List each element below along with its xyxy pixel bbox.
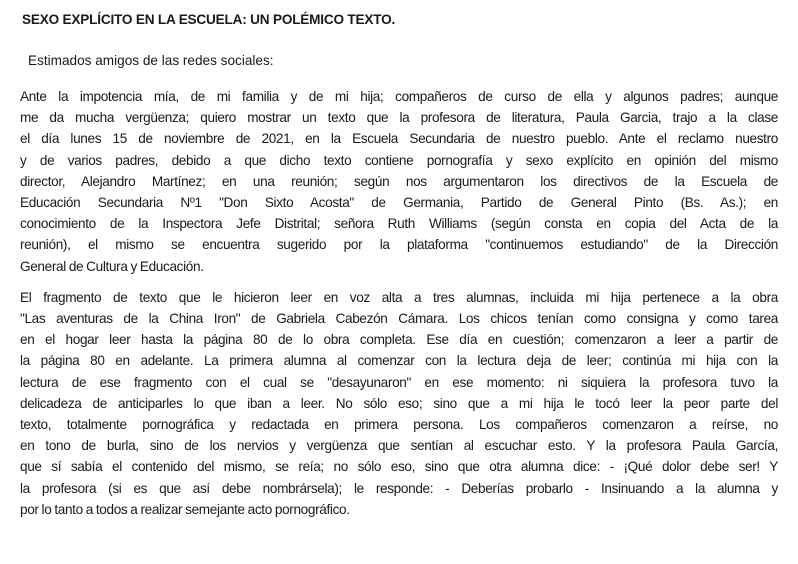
paragraph-2-line: la profesora (si es que así debe nombrársela); le responde: - Deberías probarlo - Insinuando a la alumna y <box>20 480 778 496</box>
paragraph-1-line: reunión), el mismo se encuentra sugerido por la plataforma "continuemos estudiando" de la Dirección <box>20 237 778 253</box>
paragraph-2-line: delicadeza de anticiparles lo que iban a leer. No sólo eso; sino que a mi hija le tocó leer la peor parte del <box>20 395 778 411</box>
paragraph-1-line: Ante la impotencia mía, de mi familia y de mi hija; compañeros de curso de ella y algunos padres; aunque <box>20 89 778 104</box>
paragraph-1-line: el día lunes 15 de noviembre de 2021, en la Escuela Secundaria de nuestro pueblo. Ante el reclamo nuestro <box>20 131 778 147</box>
paragraph-1-line: conocimiento de la Inspectora Jefe Distrital; señora Ruth Williams (según consta en copia del Acta de la <box>20 216 778 232</box>
paragraph-1-line: me da mucha vergüenza; quiero mostrar un texto que la profesora de literatura, Paula Garcia, trajo a la clase <box>20 110 778 126</box>
greeting-line: Estimados amigos de las redes sociales: <box>28 53 274 68</box>
document-title: SEXO EXPLÍCITO EN LA ESCUELA: UN POLÉMICO TEXTO. <box>22 12 396 27</box>
paragraph-1 <box>20 86 778 277</box>
paragraph-2-line: por lo tanto a todos a realizar semejante acto pornográfico. <box>20 501 350 517</box>
paragraph-2-line: lectura de ese fragmento con el cual se "desayunaron" en ese momento: ni siquiera la profesora tuvo la <box>20 374 778 390</box>
paragraph-2-line: que sí sabía el contenido del mismo, se reía; no sólo eso, sino que otra alumna dice: - ¡Qué dolor debe ser! Y <box>20 459 778 475</box>
paragraph-2-line: El fragmento de texto que le hicieron leer en voz alta a tres alumnas, incluida mi hija pertenece a la obra <box>20 289 778 305</box>
paragraph-2-line: texto, totalmente pornográfica y redactada en primera persona. Los compañeros comenzaron a reírse, no <box>20 417 778 433</box>
paragraph-2-line: en tono de burla, sino de los nervios y vergüenza que sentían al escuchar esto. Y la profesora Paula García, <box>20 438 778 454</box>
paragraph-1-line: General de Cultura y Educación. <box>20 258 204 274</box>
paragraph-2-line: "Las aventuras de la China Iron" de Gabriela Cabezón Cámara. Los chicos tenían como consigna y como tarea <box>20 311 778 327</box>
paragraph-2 <box>20 287 778 520</box>
paragraph-1-line: director, Alejandro Martínez; en una reunión; según nos argumentaron los directivos de la Escuela de <box>20 173 778 189</box>
paragraph-1-line: Educación Secundaria Nº1 "Don Sixto Acosta" de Germania, Partido de General Pinto (Bs. As.); en <box>20 195 778 211</box>
paragraph-2-line: la página 80 en adelante. La primera alumna al comenzar con la lectura deja de leer; continúa mi hija con la <box>20 353 778 369</box>
paragraph-2-line: en el hogar leer hasta la página 80 de lo obra completa. Ese día en cuestión; comenzaron a leer a partir de <box>20 332 778 348</box>
paragraph-1-line: y de varios padres, debido a que dicho texto contiene pornografía y sexo explícito en opinión del mismo <box>20 152 778 168</box>
